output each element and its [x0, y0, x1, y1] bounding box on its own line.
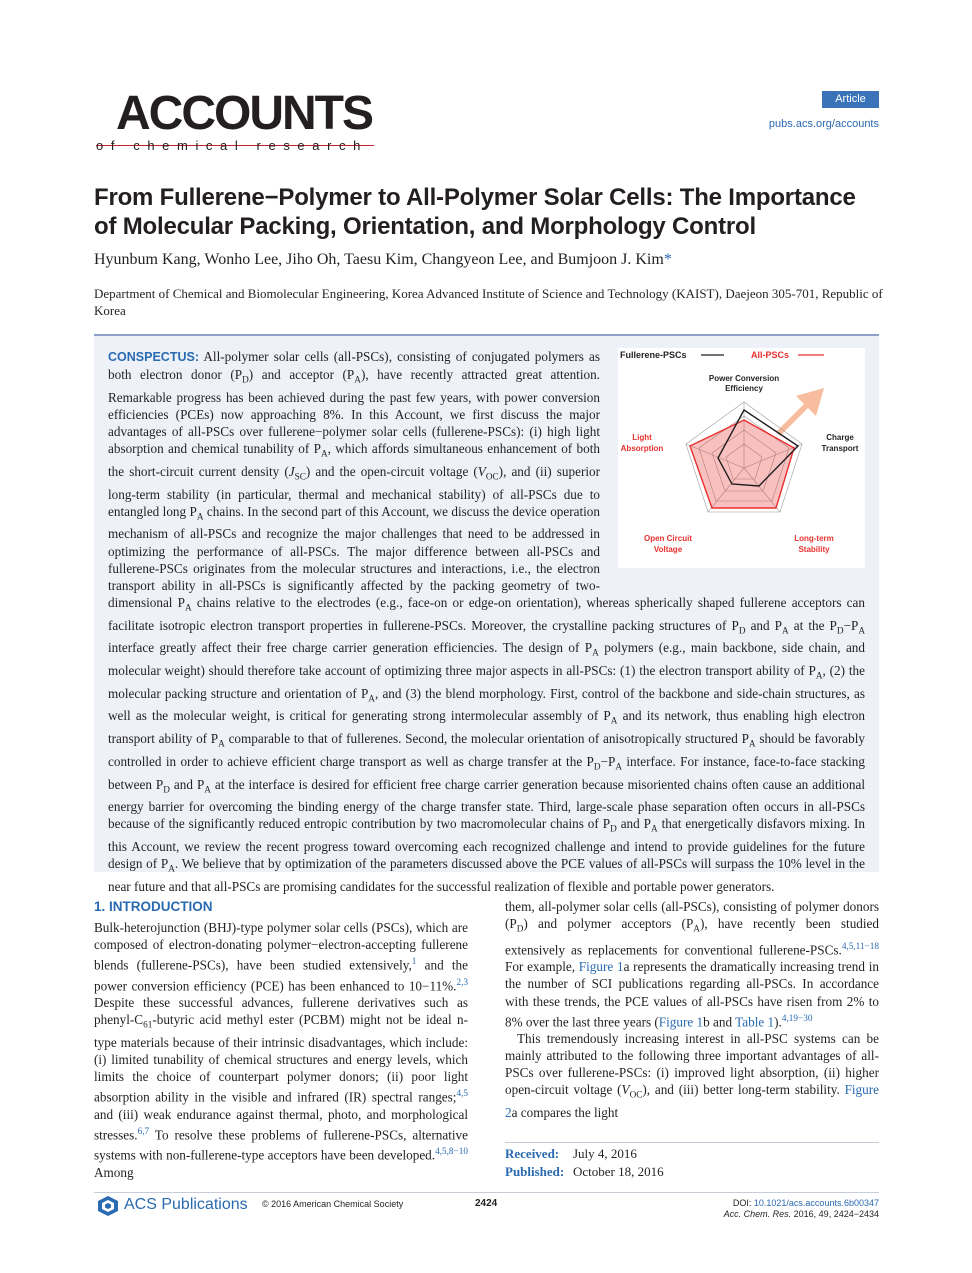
intro-paragraph-1: Bulk-heterojunction (BHJ)-type polymer solar cells (PSCs), which are composed of electron-donating polymer−electron-accepting fullerene blends (fullerene-PSCs), have been studied extensively,$^1$ and the power conversion efficiency (PCE) has been enhanced to 10−11%.$^{2,3}$ Despite these successful advances, fullerene derivatives such as phenyl-$C_{61}$-butyric acid methyl ester (PCBM) might not be ideal n-type materials because of their intrinsic disadvantages, which include: (i) limited tunability of chemical structures and energy levels, which limits the choice of counterpart polymer donors; (ii) poor light absorption ability in the visible and infrared (IR) spectral ranges;$^{4,5}$ and (iii) weak endurance against thermal, photo, and morphological stresses.$^{6,7}$ To resolve these problems of fullerene-PSCs, alternative systems with non-fullerene-type acceptors have been developed.$^{4,5,8-10}$ Among	[94, 920, 468, 1180]
figure-1-link[interactable]: Figure 1	[578, 959, 624, 975]
axis-voc-line1: Open Circuit	[643, 534, 693, 543]
published-date: October 18, 2016	[573, 1164, 664, 1179]
radar-chart	[618, 348, 865, 568]
citation-ref[interactable]: 2,3	[456, 976, 468, 987]
received-label: Received:	[505, 1146, 560, 1161]
intro-paragraph-2: This tremendously increasing interest in all-PSC systems can be mainly attributed to the following three important advantages of all-PSCs over fullerene-PSCs: (i) improved light absorption, (ii) higher open-circuit voltage $(V_{OC})$, and (iii) better long-term stability. Figure 2a compares the light	[505, 1031, 879, 1121]
axis-light-line1: Light	[632, 433, 652, 442]
journal-name: ACCOUNTS	[116, 87, 372, 140]
legend-all: All-PSCs	[751, 350, 790, 360]
conspectus-label: CONSPECTUS:	[108, 350, 199, 364]
conspectus-text: Fullerene-PSCs All-PSCs Power Conversion Efficiency Charge Transport Long-term Stability Open Circuit Voltage Light Absorption CONSPECTUS: All-polymer solar cells (all-PSCs), consisting of conjugated polymers as both electron donor $(P_D)$ and acceptor $(P_A)$, have recently attracted great attention. Remarkable progress has been achieved during the past few years, with power conversion efficiencies (PCEs) now approaching 8%. In this Account, we first discuss the major advantages of all-PSCs over fullerene−polymer solar cells (fullerene-PSCs): (i) high light absorption and chemical tunability of $P_A$, which affords simultaneous enhancement of both the short-circuit current density $(J_{SC})$ and the open-circuit voltage $(V_{OC})$, and (ii) superior long-term stability (in particular, thermal and mechanical stability) of all-PSCs due to entangled long $P_A$ chains. In the second part of this Account, we discuss the device operation mechanism of all-PSCs and recognize the major challenges that need to be addressed in optimizing the performance of all-PSCs. The major difference between all-PSCs and fullerene-PSCs originates from the molecular structures and interactions, i.e., the electron transport ability in all-PSCs is significantly affected by the packing geometry of two-dimensional $P_A$ chains relative to the electrodes (e.g., face-on or edge-on orientation), whereas spherically shaped fullerene acceptors can facilitate isotropic electron transport properties in fullerene-PSCs. Moreover, the crystalline packing structures of $P_D$ and $P_A$ at the $P_D-P_A$ interface greatly affect their free charge carrier generation efficiencies. The design of $P_A$ polymers (e.g., main backbone, side chain, and molecular weight) should therefore take account of optimizing three major aspects in all-PSCs: (1) the electron transport ability of $P_A$, (2) the molecular packing structure and orientation of $P_A$, and (3) the blend morphology. First, control of the backbone and side-chain structures, as well as the molecular weight, is critical for generating strong intermolecular assembly of $P_A$ and its network, thus enabling high electron transport ability of $P_A$ comparable to that of fullerenes. Second, the molecular orientation of anisotropically structured $P_A$ should be favorably controlled in order to achieve efficient charge transport as well as charge transfer at the $P_D-P_A$ interface. For instance, face-to-face stacking between $P_D$ and $P_A$ at the interface is desired for efficient free charge carrier generation because misoriented chains often cause an additional energy barrier for overcoming the binding energy of the charge transfer state. Third, large-scale phase separation often occurs in all-PSCs because of the significantly reduced entropic contribution by two macromolecular chains of $P_D$ and $P_A$ that energetically disfavors mixing. In this Account, we review the recent progress toward overcoming each recognized challenge and intend to provide guidelines for the future design of $P_A$. We believe that by optimization of the parameters discussed above the PCE values of all-PSCs will surpass the 10% level in the near future and that all-PSCs are promising candidates for the successful realization of flexible and portable power generators.	[108, 349, 866, 895]
citation-ref[interactable]: 4,5	[456, 1088, 468, 1099]
radar-svg	[618, 348, 865, 568]
citation-details: 2016, 49, 2424−2434	[791, 1209, 879, 1219]
page-number: 2424	[475, 1198, 498, 1209]
citation-journal: Acc. Chem. Res.	[723, 1209, 792, 1219]
axis-charge-line2: Transport	[821, 444, 859, 453]
figure-1-link[interactable]: Figure 1	[658, 1013, 704, 1029]
axis-pce-line2: Efficiency	[725, 384, 763, 393]
publisher-name: ACS Publications	[124, 1196, 248, 1213]
doi-link[interactable]: 10.1021/acs.accounts.6b00347	[753, 1198, 879, 1208]
acs-hex-icon	[96, 1195, 120, 1217]
journal-subtitle: of chemical research	[96, 138, 368, 153]
intro-left-column	[94, 898, 468, 1181]
table-1-link[interactable]: Table 1	[735, 1013, 775, 1029]
published-row	[505, 1163, 879, 1181]
journal-url-link[interactable]: pubs.acs.org/accounts	[768, 118, 879, 130]
intro-right-column	[505, 898, 879, 1121]
article-type-badge: Article	[822, 91, 879, 108]
published-label: Published:	[505, 1164, 565, 1179]
acs-publications-logo[interactable]	[96, 1195, 246, 1217]
toc-figure	[610, 348, 865, 579]
footer-divider	[94, 1192, 879, 1193]
publication-dates	[505, 1142, 879, 1181]
authors-text: Hyunbum Kang, Wonho Lee, Jiho Oh, Taesu Kim, Changyeon Lee, and Bumjoon J. Kim	[94, 251, 664, 268]
legend-fullerene: Fullerene-PSCs	[620, 350, 687, 360]
axis-voc-line2: Voltage	[653, 545, 683, 554]
axis-pce-line1: Power Conversion	[708, 374, 780, 383]
section-heading-introduction: 1. INTRODUCTION	[94, 899, 213, 914]
article-title: From Fullerene−Polymer to All-Polymer Solar Cells: The Importance of Molecular Packing, Orientation, and Morphology Control	[94, 184, 856, 240]
received-date: July 4, 2016	[573, 1146, 637, 1161]
affiliation: Department of Chemical and Biomolecular Engineering, Korea Advanced Institute of Science and Technology (KAIST), Daejeon 305-701, Republic of Korea	[94, 286, 883, 318]
citation-ref[interactable]: 1	[411, 956, 417, 967]
doi-citation: DOI: 10.1021/acs.accounts.6b00347 Acc. Chem. Res. 2016, 49, 2424−2434	[723, 1198, 879, 1219]
received-row	[505, 1145, 879, 1163]
figure-2-link[interactable]: Figure 2	[505, 1082, 879, 1121]
citation-ref[interactable]: 4,5,11−18	[841, 940, 879, 951]
citation-ref[interactable]: 4,5,8−10	[435, 1146, 468, 1157]
axis-light-line2: Absorption	[620, 444, 664, 453]
intro-paragraph-1-cont: them, all-polymer solar cells (all-PSCs), consisting of polymer donors $(P_D)$ and polymer acceptors $(P_A)$, have recently been studied extensively as replacements for conventional fullerene-PSCs.$^{4,5,11-18}$ For example, Figure 1a represents the dramatically increasing trend in the number of SCI publications regarding all-PSCs. In accordance with these trends, the PCE values of all-PSCs have risen from 2% to 8% over the last three years (Figure 1b and Table 1).$^{4,19-30}$	[505, 899, 879, 1029]
axis-stability-line1: Long-term	[794, 534, 834, 543]
axis-stability-line2: Stability	[798, 545, 830, 554]
axis-charge-line1: Charge	[826, 433, 854, 442]
journal-logo	[96, 87, 376, 156]
corresponding-author-mark[interactable]: *	[663, 251, 672, 268]
author-list	[94, 250, 884, 270]
citation-ref[interactable]: 6,7	[137, 1125, 150, 1136]
copyright-notice: © 2016 American Chemical Society	[262, 1199, 404, 1209]
citation-ref[interactable]: 4,19−30	[781, 1012, 813, 1023]
